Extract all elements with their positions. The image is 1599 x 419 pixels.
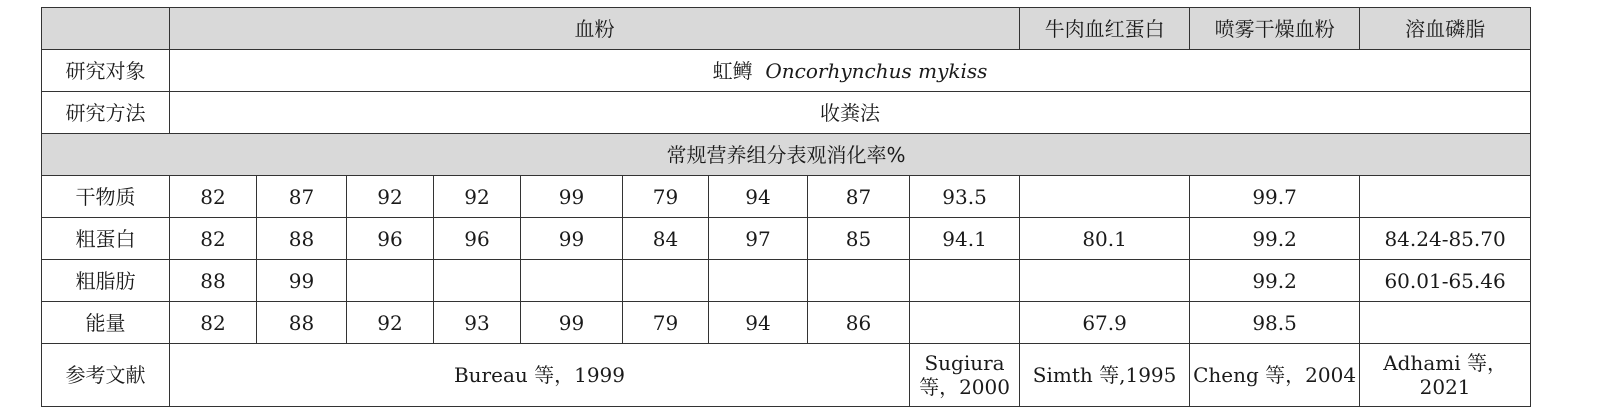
section-title: 常规营养组分表观消化率% — [42, 134, 1531, 176]
table-cell: 88 — [257, 218, 347, 260]
table-cell — [434, 260, 521, 302]
table-cell: 87 — [808, 176, 910, 218]
table-cell: 99 — [521, 218, 623, 260]
table-cell — [521, 260, 623, 302]
digestibility-table — [41, 7, 1531, 407]
table-cell: 94 — [709, 302, 808, 344]
row-label: 能量 — [42, 302, 170, 344]
reference-simth: Simth 等,1995 — [1020, 344, 1190, 407]
table-row — [42, 218, 1531, 260]
table-cell: 94.1 — [910, 218, 1020, 260]
reference-sugiura-line1: Sugiura — [924, 351, 1005, 375]
table-cell — [709, 260, 808, 302]
method-row — [42, 92, 1531, 134]
reference-adhami-line2: 2021 — [1419, 375, 1471, 399]
table-cell: 99 — [521, 176, 623, 218]
table-cell: 87 — [257, 176, 347, 218]
row-label: 干物质 — [42, 176, 170, 218]
subject-name-cn: 虹鳟 — [712, 58, 753, 83]
table-cell: 80.1 — [1020, 218, 1190, 260]
row-label: 粗脂肪 — [42, 260, 170, 302]
table-cell: 96 — [347, 218, 434, 260]
table-cell: 82 — [170, 218, 257, 260]
header-corner — [42, 8, 170, 50]
header-spray-dried-blood-meal: 喷雾干燥血粉 — [1190, 8, 1360, 50]
subject-label: 研究对象 — [42, 50, 170, 92]
table-cell: 92 — [434, 176, 521, 218]
section-row — [42, 134, 1531, 176]
table-cell: 79 — [623, 176, 709, 218]
table-cell: 99.2 — [1190, 260, 1360, 302]
reference-adhami — [1360, 344, 1531, 407]
table-cell — [1360, 302, 1531, 344]
header-bovine-hemoglobin: 牛肉血红蛋白 — [1020, 8, 1190, 50]
table-cell: 93 — [434, 302, 521, 344]
table-cell — [1360, 176, 1531, 218]
reference-bureau: Bureau 等，1999 — [170, 344, 910, 407]
table-cell: 98.5 — [1190, 302, 1360, 344]
table-cell: 99.7 — [1190, 176, 1360, 218]
header-lysolecithin: 溶血磷脂 — [1360, 8, 1531, 50]
table-cell: 99 — [521, 302, 623, 344]
table-cell: 93.5 — [910, 176, 1020, 218]
table-cell: 88 — [170, 260, 257, 302]
header-blood-meal: 血粉 — [170, 8, 1020, 50]
table-cell: 99.2 — [1190, 218, 1360, 260]
method-value: 收粪法 — [170, 92, 1531, 134]
table-cell: 84 — [623, 218, 709, 260]
table-cell: 99 — [257, 260, 347, 302]
table-cell — [808, 260, 910, 302]
table-cell: 82 — [170, 302, 257, 344]
header-row — [42, 8, 1531, 50]
subject-value — [170, 50, 1531, 92]
table-cell: 84.24-85.70 — [1360, 218, 1531, 260]
table-row — [42, 176, 1531, 218]
table-cell: 85 — [808, 218, 910, 260]
table-cell: 82 — [170, 176, 257, 218]
table-cell: 79 — [623, 302, 709, 344]
table-cell — [1020, 176, 1190, 218]
table-cell — [623, 260, 709, 302]
subject-row — [42, 50, 1531, 92]
subject-name-sci: Oncorhynchus mykiss — [765, 58, 988, 83]
table-cell: 92 — [347, 176, 434, 218]
table-cell: 60.01-65.46 — [1360, 260, 1531, 302]
reference-cheng: Cheng 等，2004 — [1190, 344, 1360, 407]
table-row — [42, 302, 1531, 344]
table-row — [42, 260, 1531, 302]
references-label: 参考文献 — [42, 344, 170, 407]
table-cell: 96 — [434, 218, 521, 260]
table-cell: 67.9 — [1020, 302, 1190, 344]
table-cell — [1020, 260, 1190, 302]
table-cell — [347, 260, 434, 302]
row-label: 粗蛋白 — [42, 218, 170, 260]
table-cell: 94 — [709, 176, 808, 218]
table-cell: 86 — [808, 302, 910, 344]
reference-adhami-line1: Adhami 等， — [1383, 351, 1507, 375]
method-label: 研究方法 — [42, 92, 170, 134]
table-cell — [910, 302, 1020, 344]
table-cell — [910, 260, 1020, 302]
references-row — [42, 344, 1531, 407]
reference-sugiura — [910, 344, 1020, 407]
table-cell: 97 — [709, 218, 808, 260]
reference-sugiura-line2: 等，2000 — [919, 375, 1010, 399]
table-cell: 92 — [347, 302, 434, 344]
table-cell: 88 — [257, 302, 347, 344]
